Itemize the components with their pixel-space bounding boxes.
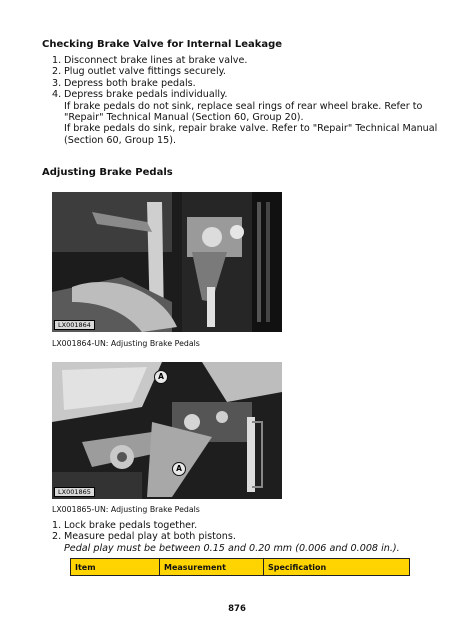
list-item: 4. Depress brake pedals individually. If brake pedals do not sink, replace seal rings of rear wheel brake. Refer to "Repair" Technical Manual (Section 60, Group 20). If brake pedals do sink, repair brake valve. Refer to "Repair" Technical Manual (Section 60, Group 15). bbox=[52, 89, 438, 146]
table-header-row bbox=[71, 559, 410, 576]
list-item: 3. Depress both brake pedals. bbox=[52, 77, 196, 89]
specification-table bbox=[70, 558, 410, 576]
list-item: 2. Measure pedal play at both pistons. Pedal play must be between 0.15 and 0.20 mm (0.006 and 0.008 in.). bbox=[52, 531, 400, 554]
table-header-measurement: Measurement bbox=[160, 559, 264, 576]
list-item: 1. Disconnect brake lines at brake valve. bbox=[52, 55, 248, 66]
photo-brake-pedals-1-image bbox=[52, 192, 282, 332]
list-item: 1. Lock brake pedals together. bbox=[52, 520, 198, 531]
figure-tag: LX001865 bbox=[54, 487, 95, 497]
callout-a: A bbox=[172, 462, 186, 476]
section-heading-brake-valve-leakage: Checking Brake Valve for Internal Leakage bbox=[42, 39, 283, 50]
brake-valve-steps bbox=[42, 55, 438, 146]
figure-caption: LX001864-UN: Adjusting Brake Pedals bbox=[52, 339, 200, 348]
photo-brake-pedals-2-image bbox=[52, 362, 282, 499]
brake-pedal-steps bbox=[42, 520, 438, 554]
photo-brake-pedals-1 bbox=[52, 192, 282, 332]
section-heading-adjusting-brake-pedals: Adjusting Brake Pedals bbox=[42, 167, 173, 178]
figure-caption: LX001865-UN: Adjusting Brake Pedals bbox=[52, 505, 200, 514]
list-item: 2. Plug outlet valve fittings securely. bbox=[52, 66, 226, 78]
table-header-item: Item bbox=[71, 559, 160, 576]
figure-tag: LX001864 bbox=[54, 320, 95, 330]
page-number: 876 bbox=[228, 604, 246, 614]
table-header-specification: Specification bbox=[264, 559, 410, 576]
callout-a: A bbox=[154, 370, 168, 384]
photo-brake-pedals-2 bbox=[52, 362, 282, 499]
